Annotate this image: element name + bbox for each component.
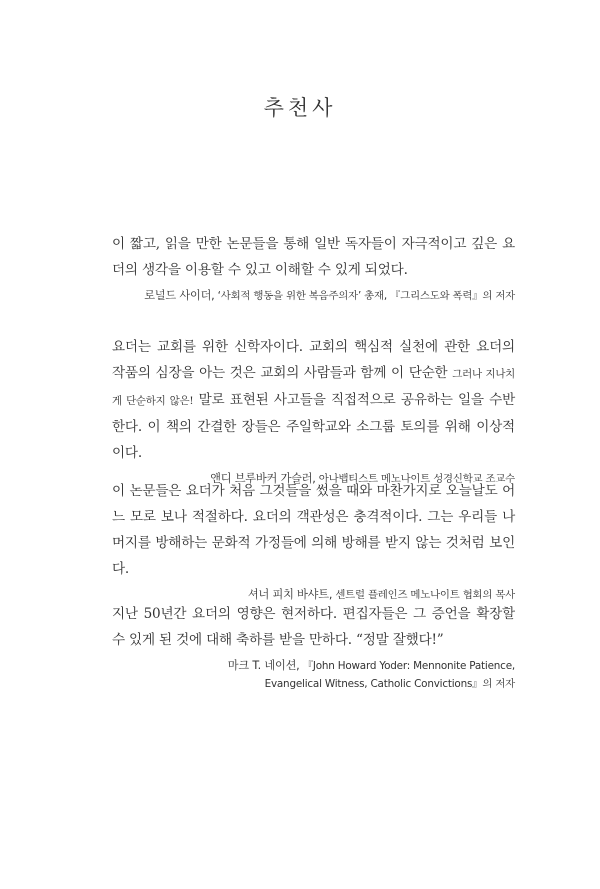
- endorsement-4: [112, 601, 515, 693]
- page-title: 추천사: [263, 96, 337, 120]
- endorsement-quote: 이 논문들은 요더가 처음 그것들을 썼을 때와 마찬가지로 오늘날도 어느 모로 보나 적절하다. 요더의 객관성은 충격적이다. 그는 우리들 나머지를 방해하는 문화적 가정들에 의해 방해를 받지 않는 것처럼 보인다.: [112, 483, 515, 577]
- endorsement-author: 로널드 사이더,: [144, 289, 215, 302]
- quote-part-after: 말로 표현된 사고들을 직접적으로 공유하는 일을 수반한다. 이 책의 간결한 장들은 주일학교와 소그룹 토의를 위해 이상적이다.: [112, 392, 515, 461]
- endorsement-credential: 『John Howard Yoder: Mennonite Patience,: [302, 660, 515, 672]
- endorsement-author: 셔너 피치 바샤트,: [247, 588, 333, 601]
- endorsement-credential: 아나뱁티스트 메노나이트 성경신학교 조교수: [318, 473, 515, 485]
- endorsement-credential-continued: Evangelical Witness, Catholic Convictions』의 저자: [264, 678, 515, 690]
- endorsement-quote: [112, 334, 515, 466]
- endorsement-author: 앤디 브루바커 가슬러,: [210, 472, 316, 485]
- endorsement-credential: ‘사회적 행동을 위한 복음주의자’ 총재, 『그리스도와 폭력』의 저자: [217, 290, 515, 302]
- endorsement-attribution: [112, 657, 515, 693]
- quote-part-before: 요더는 교회를 위한 신학자이다. 교회의 핵심적 실천에 관한 요더의 작품의 심장을 아는 것은 교회의 사람들과 함께 이 단순한: [112, 339, 515, 381]
- endorsement-quote: 이 짧고, 읽을 만한 논문들을 통해 일반 독자들이 자극적이고 깊은 요더의 생각을 이용할 수 있고 이해할 수 있게 되었다.: [112, 236, 515, 278]
- endorsement-3: [112, 478, 515, 604]
- endorsement-2: [112, 334, 515, 488]
- endorsement-quote: 지난 50년간 요더의 영향은 현저하다. 편집자들은 그 증언을 확장할 수 있게 된 것에 대해 축하를 받을 만하다. “정말 잘했다!”: [112, 606, 515, 648]
- endorsement-attribution: [112, 287, 515, 305]
- quote-small-aside: 그러나 지나치게 단순하지 않은!: [112, 368, 515, 407]
- endorsement-credential: 센트럴 플레인즈 메노나이트 협회의 목사: [335, 589, 515, 601]
- endorsement-author: 마크 T. 네이션,: [227, 659, 300, 672]
- endorsement-1: [112, 231, 515, 305]
